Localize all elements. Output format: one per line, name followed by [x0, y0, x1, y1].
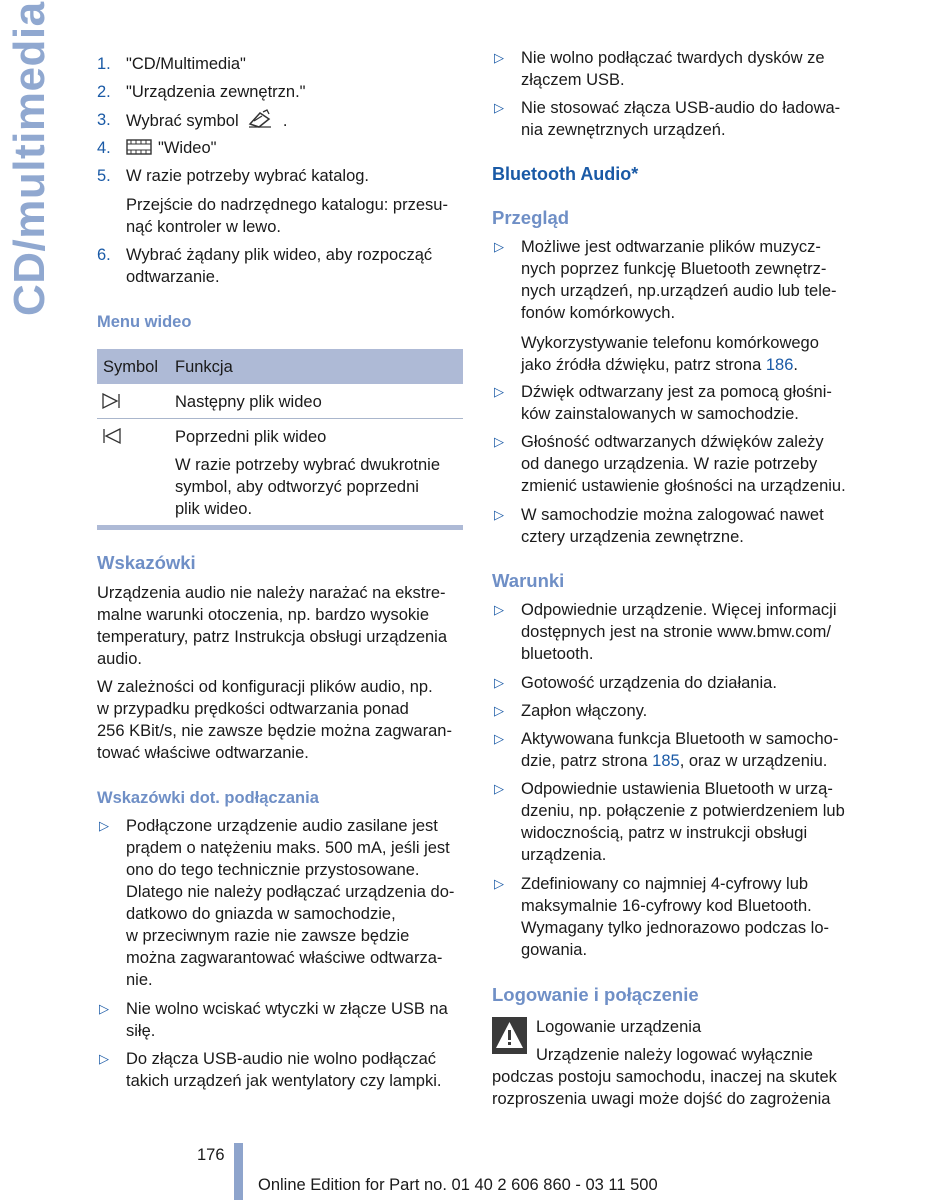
page-185-link[interactable]: 185	[652, 752, 680, 770]
tips-paragraph-2: W zależności od konfiguracji plików audio, np. w przypadku prędkości odtwarzania ponad 256 KBit/s, nie zawsze będzie można zagwaran- tować właściwe odtwarzanie.	[97, 678, 452, 762]
bullet-icon: ▷	[494, 50, 504, 65]
bullet-icon: ▷	[494, 781, 504, 796]
login-heading: Logowanie i połączenie	[492, 984, 699, 1005]
footer-accent-bar	[234, 1143, 243, 1200]
next-icon	[101, 392, 123, 410]
warning-title: Logowanie urządzenia	[536, 1018, 702, 1036]
bullet-icon: ▷	[494, 100, 504, 115]
table-bottom-rule	[97, 525, 463, 530]
table-row: Następny plik wideo	[175, 393, 322, 411]
col-function-header: Funkcja	[175, 358, 233, 376]
warning-line-1: Urządzenie należy logować wyłącznie	[536, 1046, 813, 1064]
menu-video-heading: Menu wideo	[97, 313, 192, 331]
connection-tips-heading: Wskazówki dot. podłączania	[97, 789, 319, 807]
table-divider	[97, 418, 463, 419]
bullet-icon: ▷	[494, 731, 504, 746]
settings-device-icon	[247, 109, 273, 129]
bullet-icon: ▷	[494, 876, 504, 891]
warning-line-3: rozproszenia uwagi może dojść do zagrożenia	[492, 1090, 831, 1108]
warning-icon	[492, 1017, 527, 1054]
tips-paragraph-1: Urządzenia audio nie należy narażać na ekstre- malne warunki otoczenia, np. bardzo wysokie temperatury, patrz Instrukcja obsługi urządzenia audio.	[97, 584, 448, 668]
previous-icon	[101, 427, 123, 445]
conditions-heading: Warunki	[492, 570, 565, 591]
bullet-icon: ▷	[494, 434, 504, 449]
footer-edition: Online Edition for Part no. 01 40 2 606 860 - 03 11 500	[258, 1176, 658, 1194]
bullet-icon: ▷	[494, 384, 504, 399]
overview-heading: Przegląd	[492, 207, 570, 228]
bullet-icon: ▷	[494, 602, 504, 617]
bullet-icon: ▷	[99, 1051, 109, 1066]
chapter-title: CD/multimedia	[5, 1, 54, 316]
table-row: Poprzedni plik wideo W razie potrzeby wybrać dwukrotnie symbol, aby odtworzyć poprzedni plik wideo.	[175, 428, 441, 518]
bullet-icon: ▷	[99, 1001, 109, 1016]
bullet-icon: ▷	[494, 507, 504, 522]
bullet-icon: ▷	[494, 675, 504, 690]
video-film-icon	[126, 138, 152, 156]
bullet-icon: ▷	[494, 703, 504, 718]
warning-line-2: podczas postoju samochodu, inaczej na skutek	[492, 1068, 837, 1086]
col-symbol-header: Symbol	[103, 358, 159, 376]
table-header	[97, 349, 463, 384]
page-number: 176	[197, 1146, 225, 1164]
bullet-icon: ▷	[99, 818, 109, 833]
bluetooth-audio-heading: Bluetooth Audio*	[492, 164, 639, 184]
page-186-link[interactable]: 186	[765, 356, 794, 374]
tips-heading: Wskazówki	[97, 552, 196, 573]
bullet-icon: ▷	[494, 239, 504, 254]
